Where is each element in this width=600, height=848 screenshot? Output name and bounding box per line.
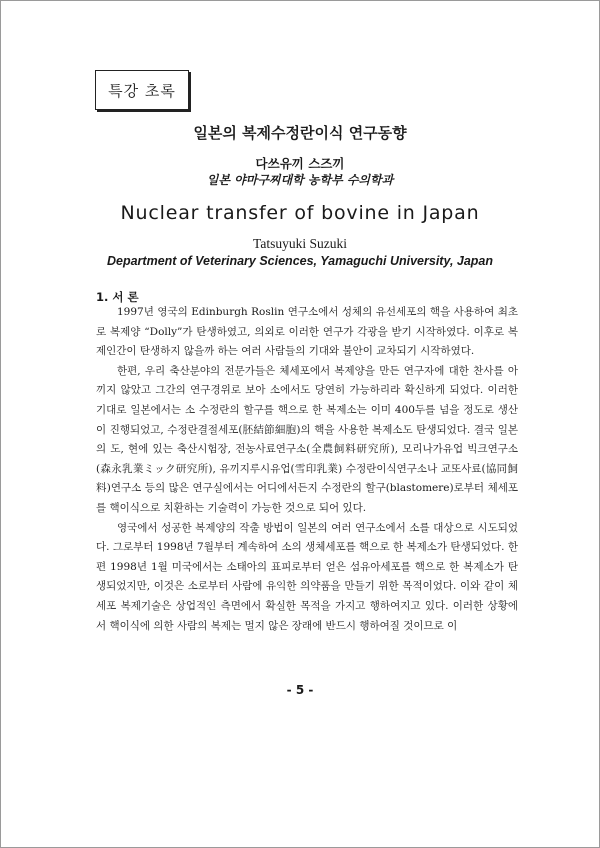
paragraph-2: 한편, 우리 축산분야의 전문가들은 체세포에서 복제양을 만든 연구자에 대한 찬사를 아끼지 않았고 그간의 연구경위로 보아 소에서도 당연히 가능하리라 확신하게 되었다. 이러한 기대로 일본에서는 소 수정란의 할구를 핵으로 한 복제소는 이미 400두를 넘을 정도로 생산이 진행되었고, 수정란결절세포(胚結節細胞)의 핵을 사용한 복제소도 탄생되었다. 결국 일본의 도, 현에 있는 축산시험장, 전농사료연구소(全農飼料研究所), 모리나가유업 빅크연구소(森永乳業ミック研究所), 유끼지루시유업(雪印乳業) 수정란이식연구소나 교또사료(協同飼料)연구소 등의 많은 연구실에서는 어디에서든지 수정란의 할구(blastomere)로부터 체세포를 핵이식으로 치환하는 기술력이 가능한 것으로 되어 있다. [96,364,518,514]
title-korean: 일본의 복제수정란이식 연구동향 [193,124,407,142]
body-text [96,303,518,636]
author-korean: 다쓰유끼 스즈끼 [255,156,345,171]
title-english: Nuclear transfer of bovine in Japan [120,202,480,224]
affiliation-english: Department of Veterinary Sciences, Yamaguchi University, Japan [106,254,494,268]
paragraph-1: 1997년 영국의 Edinburgh Roslin 연구소에서 성체의 유선세포의 핵을 사용하여 최초로 복제양 “Dolly”가 탄생하였고, 의외로 이러한 연구가 각광을 받기 시작하였다. 이후로 복제인간이 탄생하지 않을까 하는 여러 사람들의 기대와 불안이 교차되기 시작하였다. [96,306,518,358]
section-heading-introduction: 1. 서 론 [96,290,139,304]
paragraph-3: 영국에서 성공한 복제양의 작출 방법이 일본의 여러 연구소에서 소를 대상으로 시도되었다. 그로부터 1998년 7월부터 계속하여 소의 생체세포를 핵으로 한 복제소가 탄생되었다. 한편 1998년 1월 미국에서는 소태아의 표피로부터 얻은 섬유아세포를 핵으로 한 복제소가 탄생되었지만, 이것은 소로부터 사람에 유익한 의약품을 만들기 위한 목적이었다. 이와 같이 체세포 복제기술은 상업적인 측면에서 확실한 목적을 가지고 행하여지고 있다. 이러한 상황에서 핵이식에 의한 사람의 복제는 멀지 않은 장래에 반드시 행하여질 것이므로 이 [96,521,518,632]
section-label: 특강 초록 [108,81,176,100]
section-label-box [95,70,189,110]
author-english: Tatsuyuki Suzuki [253,236,347,251]
affiliation-korean: 일본 야마구찌대학 농학부 수의학과 [206,173,394,187]
page-number: - 5 - [286,683,314,697]
